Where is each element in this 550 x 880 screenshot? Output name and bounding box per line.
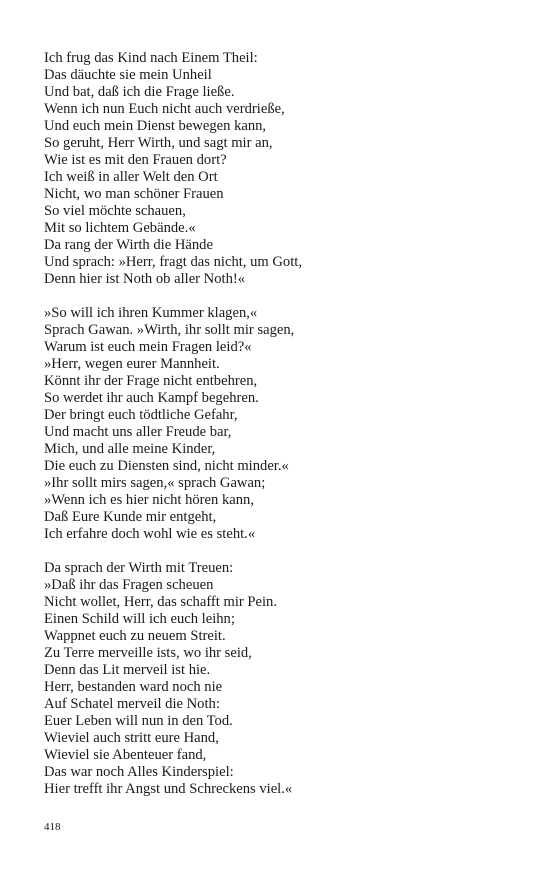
poem-line: Das däuchte sie mein Unheil bbox=[44, 67, 212, 83]
page-number: 418 bbox=[44, 821, 61, 833]
poem-line: Das war noch Alles Kinderspiel: bbox=[44, 764, 234, 780]
poem-line: Wappnet euch zu neuem Streit. bbox=[44, 628, 226, 644]
poem-line: »Wenn ich es hier nicht hören kann, bbox=[44, 492, 254, 508]
poem-line: Wieviel auch stritt eure Hand, bbox=[44, 730, 219, 746]
poem-line: Ich erfahre doch wohl wie es steht.« bbox=[44, 526, 256, 542]
poem-body bbox=[44, 50, 514, 815]
poem-line: Da rang der Wirth die Hände bbox=[44, 237, 213, 253]
poem-line: Auf Schatel merveil die Noth: bbox=[44, 696, 220, 712]
poem-line: Könnt ihr der Frage nicht entbehren, bbox=[44, 373, 258, 389]
poem-line: Daß Eure Kunde mir entgeht, bbox=[44, 509, 217, 525]
stanza-2 bbox=[44, 305, 514, 543]
poem-line: Mit so lichtem Gebände.« bbox=[44, 220, 196, 236]
poem-line: Ich weiß in aller Welt den Ort bbox=[44, 169, 218, 185]
poem-line: Sprach Gawan. »Wirth, ihr sollt mir sagen, bbox=[44, 322, 295, 338]
poem-line: Und macht uns aller Freude bar, bbox=[44, 424, 232, 440]
poem-line: Mich, und alle meine Kinder, bbox=[44, 441, 216, 457]
poem-line: Denn hier ist Noth ob aller Noth!« bbox=[44, 271, 246, 287]
poem-line: Einen Schild will ich euch leihn; bbox=[44, 611, 235, 627]
poem-line: Und sprach: »Herr, fragt das nicht, um Gott, bbox=[44, 254, 302, 270]
poem-line: »Herr, wegen eurer Mannheit. bbox=[44, 356, 220, 372]
poem-line: Wie ist es mit den Frauen dort? bbox=[44, 152, 227, 168]
poem-line: Herr, bestanden ward noch nie bbox=[44, 679, 223, 695]
poem-line: Der bringt euch tödtliche Gefahr, bbox=[44, 407, 238, 423]
poem-line: Euer Leben will nun in den Tod. bbox=[44, 713, 233, 729]
poem-line: Die euch zu Diensten sind, nicht minder.« bbox=[44, 458, 289, 474]
poem-line: Und bat, daß ich die Frage ließe. bbox=[44, 84, 235, 100]
poem-line: So werdet ihr auch Kampf begehren. bbox=[44, 390, 259, 406]
poem-line: »Ihr sollt mirs sagen,« sprach Gawan; bbox=[44, 475, 266, 491]
poem-line: Zu Terre merveille ists, wo ihr seid, bbox=[44, 645, 252, 661]
poem-line: Ich frug das Kind nach Einem Theil: bbox=[44, 50, 258, 66]
poem-line: Wieviel sie Abenteuer fand, bbox=[44, 747, 207, 763]
poem-line: Nicht, wo man schöner Frauen bbox=[44, 186, 224, 202]
poem-line: Und euch mein Dienst bewegen kann, bbox=[44, 118, 267, 134]
poem-line: So viel möchte schauen, bbox=[44, 203, 186, 219]
poem-line: Da sprach der Wirth mit Treuen: bbox=[44, 560, 234, 576]
poem-line: So geruht, Herr Wirth, und sagt mir an, bbox=[44, 135, 273, 151]
poem-line: Hier trefft ihr Angst und Schreckens viel.« bbox=[44, 781, 293, 797]
poem-line: »So will ich ihren Kummer klagen,« bbox=[44, 305, 258, 321]
poem-line: »Daß ihr das Fragen scheuen bbox=[44, 577, 214, 593]
stanza-3 bbox=[44, 560, 514, 798]
poem-line: Wenn ich nun Euch nicht auch verdrieße, bbox=[44, 101, 285, 117]
poem-line: Nicht wollet, Herr, das schafft mir Pein. bbox=[44, 594, 277, 610]
poem-line: Warum ist euch mein Fragen leid?« bbox=[44, 339, 252, 355]
stanza-1 bbox=[44, 50, 514, 288]
poem-line: Denn das Lit merveil ist hie. bbox=[44, 662, 211, 678]
